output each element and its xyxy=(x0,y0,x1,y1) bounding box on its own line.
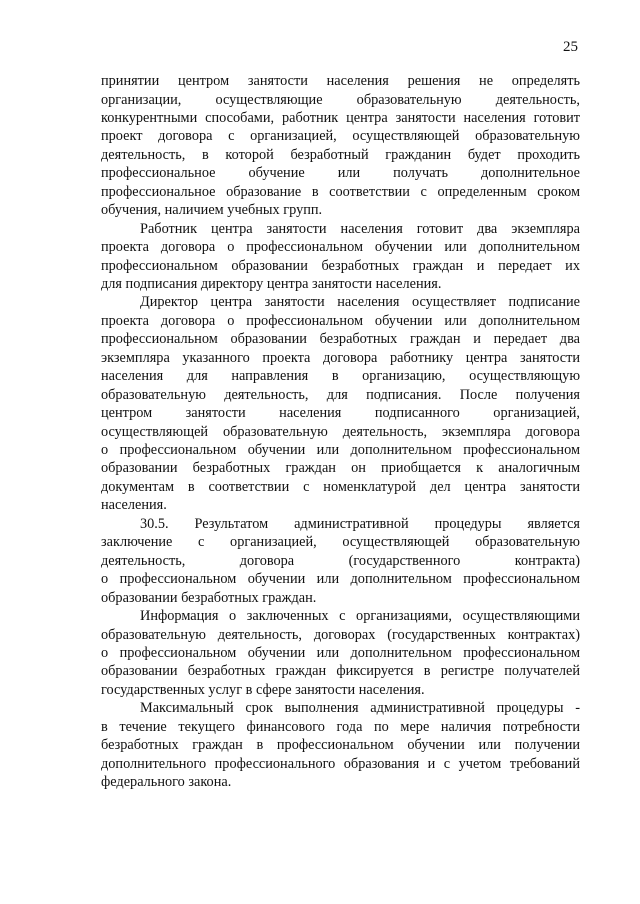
text-line: профессиональное обучение или получать дополнительное xyxy=(101,165,580,182)
text-line: профессиональном образовании безработных граждан и передает их xyxy=(101,257,580,274)
text-line: деятельность, договора (государственного контракта) xyxy=(101,552,580,569)
text-line: проекта договора о профессиональном обучении или дополнительном xyxy=(101,312,580,329)
text-line: Максимальный срок выполнения административной процедуры - xyxy=(140,700,580,717)
text-line: образовании безработных граждан он приобщается к аналогичным xyxy=(101,460,580,477)
text-line: деятельность, в которой безработный гражданин будет проходить xyxy=(101,146,580,163)
text-line: безработных граждан в профессиональном обучении или получении xyxy=(101,737,580,754)
text-line: о профессиональном обучении или дополнительном профессиональном xyxy=(101,571,580,588)
text-line: организации, осуществляющие образовательную деятельность, xyxy=(101,91,580,108)
text-line: федерального закона. xyxy=(101,774,232,791)
text-line: о профессиональном обучении или дополнительном профессиональном xyxy=(101,644,580,661)
text-line: государственных услуг в сфере занятости населения. xyxy=(101,681,425,698)
text-line: осуществляющей образовательную деятельность, экземпляра договора xyxy=(101,423,580,440)
text-line: конкурентными способами, работник центра занятости населения готовит xyxy=(101,109,580,126)
text-line: обучения, наличием учебных групп. xyxy=(101,202,323,219)
text-line: о профессиональном обучении или дополнительном профессиональном xyxy=(101,442,580,458)
text-line: для подписания директору центра занятости населения. xyxy=(101,275,442,292)
text-line: 30.5. Результатом административной процедуры является xyxy=(140,515,580,532)
text-line: в течение текущего финансового года по мере наличия потребности xyxy=(101,718,580,735)
text-line: образовании безработных граждан. xyxy=(101,589,317,606)
text-line: населения для направления в организацию, осуществляющую xyxy=(101,368,580,385)
text-line: профессиональное образование в соответствии с определенным сроком xyxy=(101,183,580,200)
text-line: Информация о заключенных с организациями, осуществляющими xyxy=(140,608,580,624)
text-line: проект договора с организацией, осуществляющей образовательную xyxy=(101,128,580,145)
text-line: центром занятости населения подписанного организацией, xyxy=(101,405,580,422)
text-line: образовательную деятельность, для подписания. После получения xyxy=(101,386,580,403)
text-line: дополнительного профессионального образования и с учетом требований xyxy=(101,755,580,772)
text-line: экземпляра указанного проекта договора работнику центра занятости xyxy=(101,349,580,366)
text-line: профессиональном образовании безработных граждан и передает два xyxy=(101,331,580,348)
text-line: населения. xyxy=(101,497,167,514)
text-line: проекта договора о профессиональном обучении или дополнительном xyxy=(101,239,580,255)
text-line: образовательную деятельность, договорах (государственных контрактах) xyxy=(101,626,580,643)
text-line: Директор центра занятости населения осуществляет подписание xyxy=(140,294,580,311)
text-line: образовании безработных граждан фиксируется в регистре получателей xyxy=(101,663,580,680)
page-number: 25 xyxy=(563,39,578,55)
text-line: заключение с организацией, осуществляющей образовательную xyxy=(101,534,580,551)
text-line: принятии центром занятости населения решения не определять xyxy=(101,73,580,89)
text-line: Работник центра занятости населения готовит два экземпляра xyxy=(140,220,580,237)
text-line: документам в соответствии с номенклатурой дел центра занятости xyxy=(101,478,580,495)
